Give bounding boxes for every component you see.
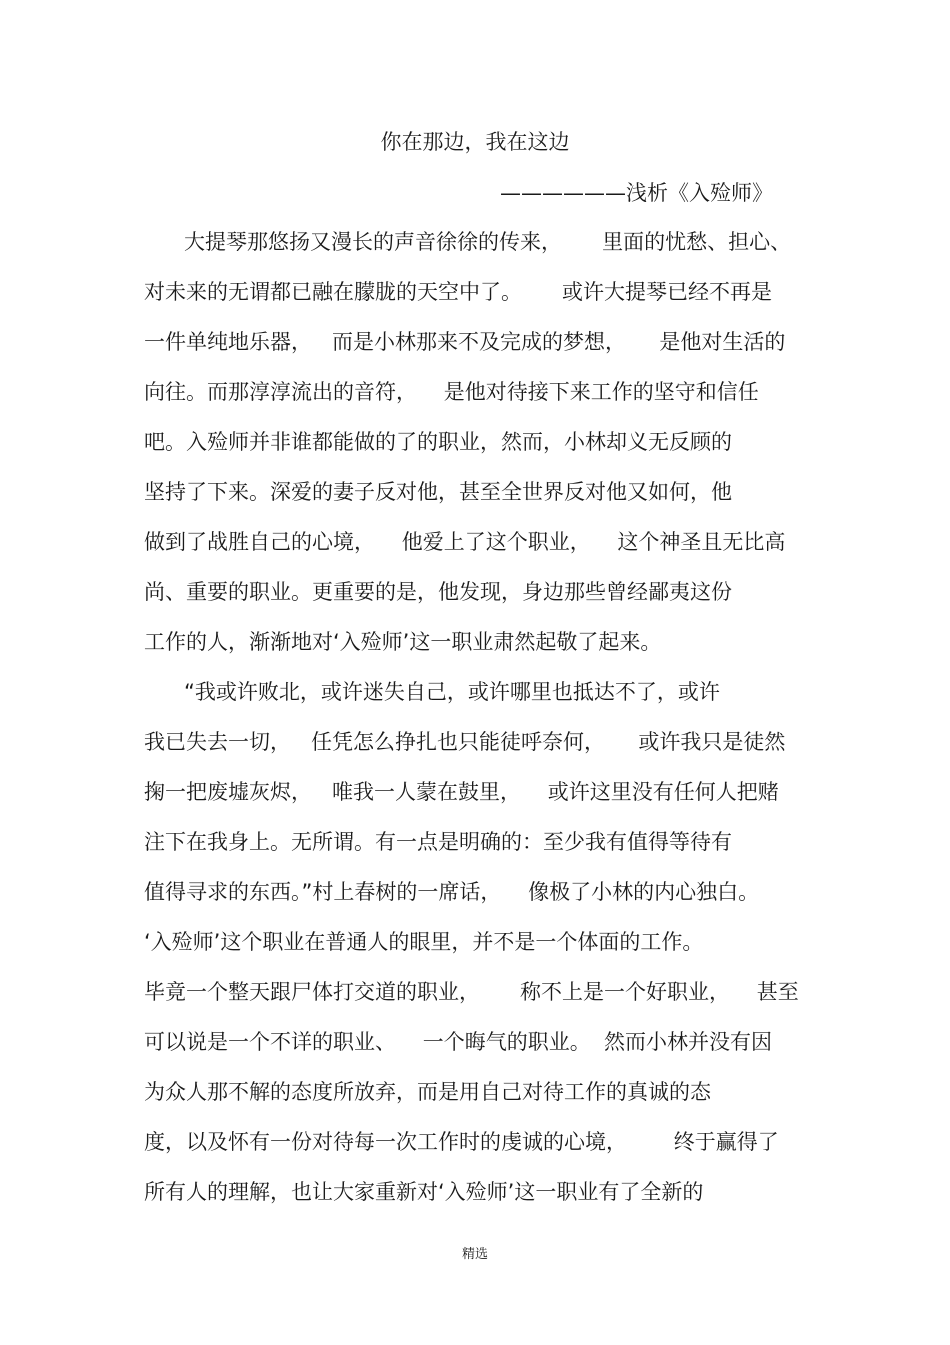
body-line: 对未来的无谓都已融在朦胧的天空中了。 或许大提琴已经不再是	[144, 280, 773, 304]
body-line: 我已失去一切， 任凭怎么挣扎也只能徒呼奈何， 或许我只是徒然	[144, 730, 786, 754]
body-line: 所有人的理解，也让大家重新对‘入殓师’这一职业有了全新的	[144, 1180, 704, 1204]
body-line: 可以说是一个不详的职业、 一个晦气的职业。 然而小林并没有因	[144, 1030, 773, 1054]
body-line: 工作的人，渐渐地对‘入殓师’这一职业肃然起敬了起来。	[144, 630, 662, 654]
page-footer: 精选	[461, 1247, 488, 1262]
body-line: 吧。入殓师并非谁都能做的了的职业，然而，小林却义无反顾的	[144, 430, 732, 454]
body-line: 值得寻求的东西。”村上春树的一席话， 像极了小林的内心独白。	[144, 880, 760, 904]
document-subtitle: ——————浅析《入殓师》	[500, 181, 773, 205]
body-line: 大提琴那悠扬又漫长的声音徐徐的传来， 里面的忧愁、担心、	[144, 230, 792, 254]
body-line: 一件单纯地乐器， 而是小林那来不及完成的梦想， 是他对生活的	[144, 330, 786, 354]
body-line: 向往。而那淳淳流出的音符， 是他对待接下来工作的坚守和信任	[144, 380, 759, 404]
body-line: 尚、重要的职业。更重要的是，他发现，身边那些曾经鄙夷这份	[144, 580, 732, 604]
body-line: 掬一把废墟灰烬， 唯我一人蒙在鼓里， 或许这里没有任何人把赌	[144, 780, 779, 804]
document-title: 你在那边，我在这边	[380, 130, 570, 154]
body-line: 毕竟一个整天跟尸体打交道的职业， 称不上是一个好职业， 甚至	[144, 980, 799, 1004]
body-line: 注下在我身上。无所谓。有一点是明确的：至少我有值得等待有	[144, 830, 732, 854]
body-line: ‘入殓师’这个职业在普通人的眼里，并不是一个体面的工作。	[144, 930, 704, 954]
body-line: “我或许败北，或许迷失自己，或许哪里也抵达不了，或许	[144, 680, 720, 704]
body-line: 度，以及怀有一份对待每一次工作时的虔诚的心境， 终于赢得了	[144, 1130, 779, 1154]
body-line: 做到了战胜自己的心境， 他爱上了这个职业， 这个神圣且无比高	[144, 530, 786, 554]
body-line: 坚持了下来。深爱的妻子反对他，甚至全世界反对他又如何，他	[144, 480, 732, 504]
body-line: 为众人那不解的态度所放弃，而是用自己对待工作的真诚的态	[144, 1080, 711, 1104]
